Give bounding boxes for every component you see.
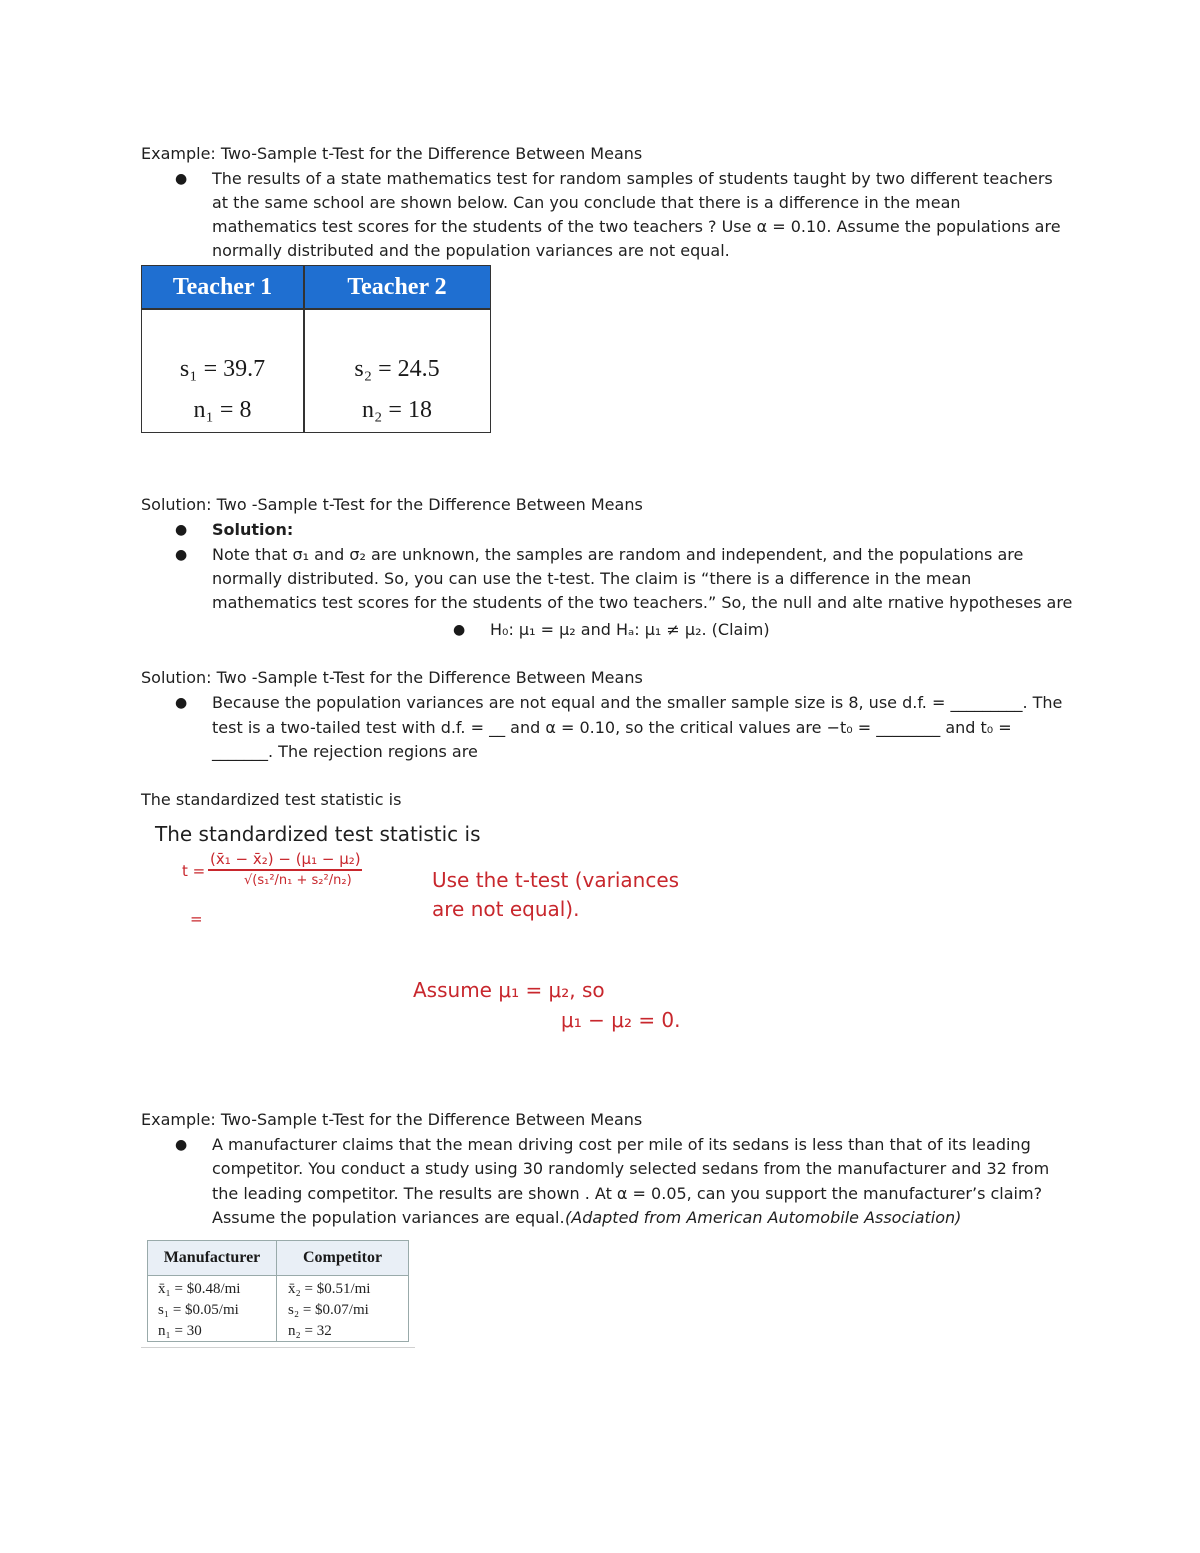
solution2-title: Solution: Two -Sample t-Test for the Difference Between Means <box>141 668 643 687</box>
table-divider <box>148 1275 408 1276</box>
competitor-sd: s₂ = $0.07/mi <box>288 1302 369 1318</box>
teacher1-n: n₁ = 8 <box>193 397 252 423</box>
example1-text-line: The results of a state mathematics test for random samples of students taught by two different teachers <box>212 169 1053 188</box>
solution1-text-line: Note that σ₁ and σ₂ are unknown, the samples are random and independent, and the populations are <box>212 545 1024 564</box>
bullet-dot: ● <box>453 622 466 638</box>
annotation-ttest-line2: are not equal). <box>432 897 580 921</box>
teacher1-header: Teacher 1 <box>142 266 303 308</box>
teacher2-s: s₂ = 24.5 <box>354 356 440 382</box>
example2-text-line: competitor. You conduct a study using 30 randomly selected sedans from the manufacturer and 32 from <box>212 1159 1050 1178</box>
bullet-dot: ● <box>175 695 188 711</box>
table-divider <box>276 1241 277 1341</box>
formula-denominator: √(s₁²/n₁ + s₂²/n₂) <box>244 873 352 888</box>
table-underline <box>141 1347 415 1348</box>
example2-title: Example: Two-Sample t-Test for the Difference Between Means <box>141 1110 643 1129</box>
teacher2-n: n₂ = 18 <box>362 397 432 423</box>
test-statistic-label: The standardized test statistic is <box>141 790 402 809</box>
manufacturer-n: n₁ = 30 <box>158 1323 202 1339</box>
example2-text-line: Assume the population variances are equal. <box>212 1208 565 1227</box>
t-label: t = <box>182 862 206 880</box>
competitor-mean: x̄₂ = $0.51/mi <box>288 1281 371 1297</box>
example2-text-line: A manufacturer claims that the mean driving cost per mile of its sedans is less than that of its leading <box>212 1135 1031 1154</box>
annotation-ttest-line1: Use the t-test (variances <box>432 868 680 892</box>
example1-title: Example: Two-Sample t-Test for the Difference Between Means <box>141 144 643 163</box>
hypotheses: H₀: μ₁ = μ₂ and Hₐ: μ₁ ≠ μ₂. (Claim) <box>490 620 770 639</box>
bullet-dot: ● <box>175 171 188 187</box>
solution2-text-line: Because the population variances are not equal and the smaller sample size is 8, use d.f. = _________. The <box>212 693 1063 712</box>
solution1-text-line: normally distributed. So, you can use the t-test. The claim is “there is a difference in the mean <box>212 569 972 588</box>
equals-sign: = <box>190 910 203 928</box>
example1-text-line: at the same school are shown below. Can you conclude that there is a difference in the mean <box>212 193 961 212</box>
cost-table <box>147 1240 409 1342</box>
competitor-n: n₂ = 32 <box>288 1323 332 1339</box>
bullet-dot: ● <box>175 1137 188 1153</box>
bullet-dot: ● <box>175 522 188 538</box>
annotation-assume-line1: Assume μ₁ = μ₂, so <box>413 978 605 1002</box>
example1-text-line: normally distributed and the population variances are not equal. <box>212 241 730 260</box>
teacher1-s: s₁ = 39.7 <box>179 356 266 382</box>
competitor-header: Competitor <box>277 1241 408 1275</box>
formula-numerator: (x̄₁ − x̄₂) − (μ₁ − μ₂) <box>210 850 361 868</box>
solution1-title: Solution: Two -Sample t-Test for the Difference Between Means <box>141 495 643 514</box>
solution2-text-line: _______. The rejection regions are <box>212 742 478 761</box>
manufacturer-mean: x̄₁ = $0.48/mi <box>158 1281 241 1297</box>
solution2-text-line: test is a two-tailed test with d.f. = __ and α = 0.10, so the critical values are −t₀ = ________ and t₀ = <box>212 718 1012 737</box>
solution1-text-line: mathematics test scores for the students of the two teachers.” So, the null and alte rnative hypotheses are <box>212 593 1073 612</box>
fraction-bar <box>208 869 362 871</box>
annotation-assume-line2: μ₁ − μ₂ = 0. <box>561 1008 681 1032</box>
manufacturer-sd: s₁ = $0.05/mi <box>158 1302 239 1318</box>
source-note: (Adapted from American Automobile Association) <box>565 1208 962 1227</box>
table-divider <box>142 308 490 310</box>
example1-text-line: mathematics test scores for the students of the two teachers ? Use α = 0.10. Assume the populations are <box>212 217 1061 236</box>
test-statistic-heading: The standardized test statistic is <box>155 822 481 846</box>
solution-label: Solution: <box>212 520 294 539</box>
manufacturer-header: Manufacturer <box>148 1241 276 1275</box>
example2-text-line: the leading competitor. The results are shown . At α = 0.05, can you support the manufacturer’s claim? <box>212 1184 1043 1203</box>
teacher-table <box>141 265 491 433</box>
bullet-dot: ● <box>175 547 188 563</box>
teacher2-header: Teacher 2 <box>304 266 490 308</box>
